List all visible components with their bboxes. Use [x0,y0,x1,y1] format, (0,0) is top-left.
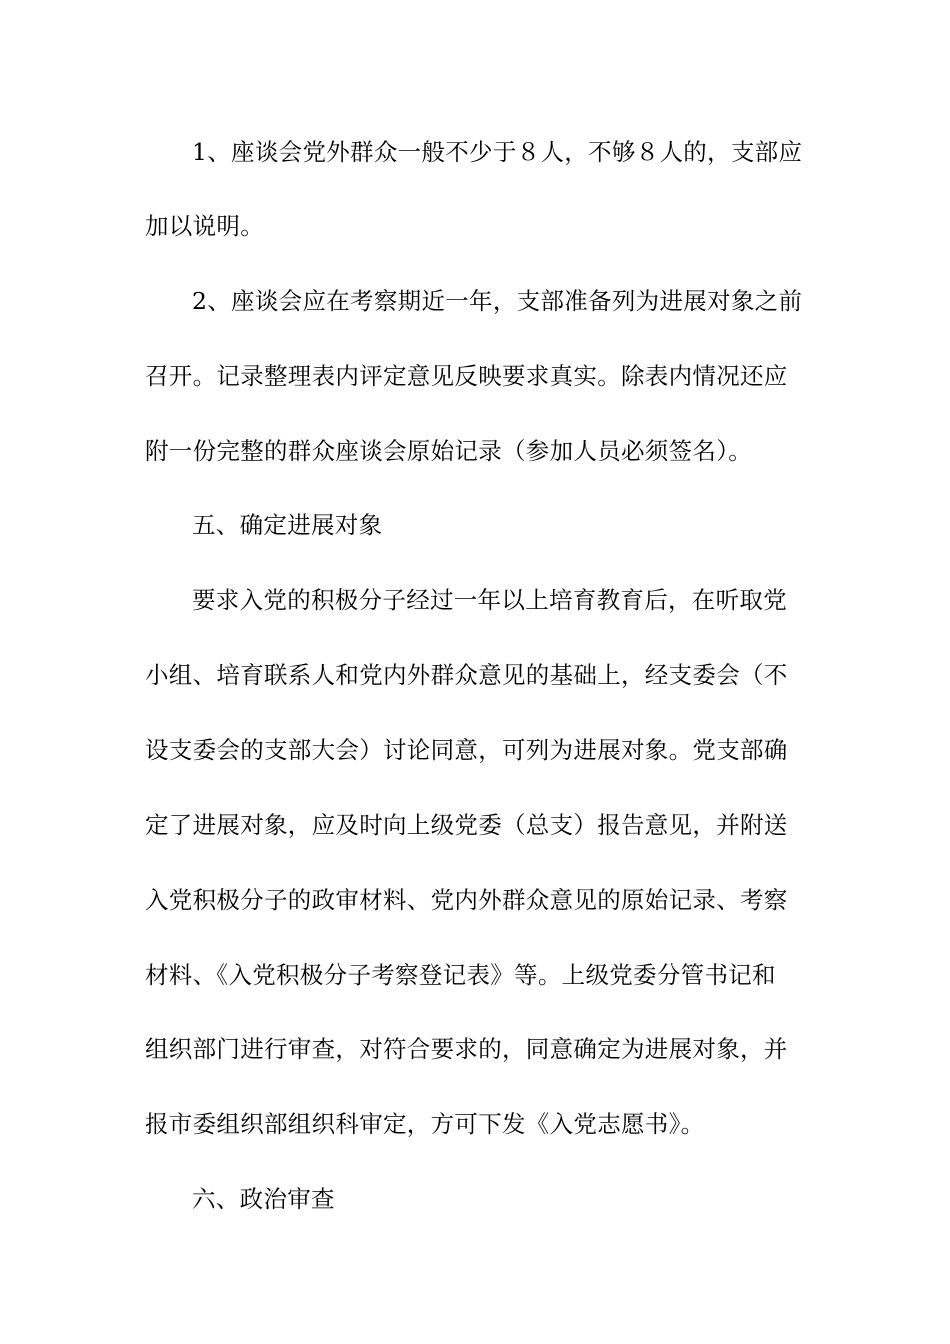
section-heading-5: 五、确定进展对象 [192,511,383,539]
paragraph-2-line-1: 2、座谈会应在考察期近一年，支部准备列为进展对象之前 [192,287,803,315]
paragraph-3-line-2: 小组、培育联系人和党内外群众意见的基础上，经支委会（不 [145,661,788,689]
paragraph-3-line-1: 要求入党的积极分子经过一年以上培育教育后，在听取党 [192,586,787,614]
paragraph-1-line-2: 加以说明。 [145,212,264,240]
paragraph-3-line-5: 入党积极分子的政审材料、党内外群众意见的原始记录、考察 [145,886,788,914]
section-heading-6: 六、政治审查 [192,1185,335,1213]
paragraph-3-line-7: 组织部门进行审查，对符合要求的，同意确定为进展对象，并 [145,1035,788,1063]
paragraph-3-line-3: 设支委会的支部大会）讨论同意，可列为进展对象。党支部确 [145,736,788,764]
paragraph-1-line-1: 1、座谈会党外群众一般不少于８人，不够８人的，支部应 [192,138,803,166]
paragraph-2-line-2: 召开。记录整理表内评定意见反映要求真实。除表内情况还应 [145,362,788,390]
paragraph-3-line-6: 材料、《入党积极分子考察登记表》等。上级党委分管书记和 [145,961,776,989]
paragraph-3-line-4: 定了进展对象，应及时向上级党委（总支）报告意见，并附送 [145,811,788,839]
paragraph-3-line-8: 报市委组织部组织科审定，方可下发《入党志愿书》。 [145,1110,705,1138]
paragraph-2-line-3: 附一份完整的群众座谈会原始记录（参加人员必须签名）。 [145,437,753,465]
